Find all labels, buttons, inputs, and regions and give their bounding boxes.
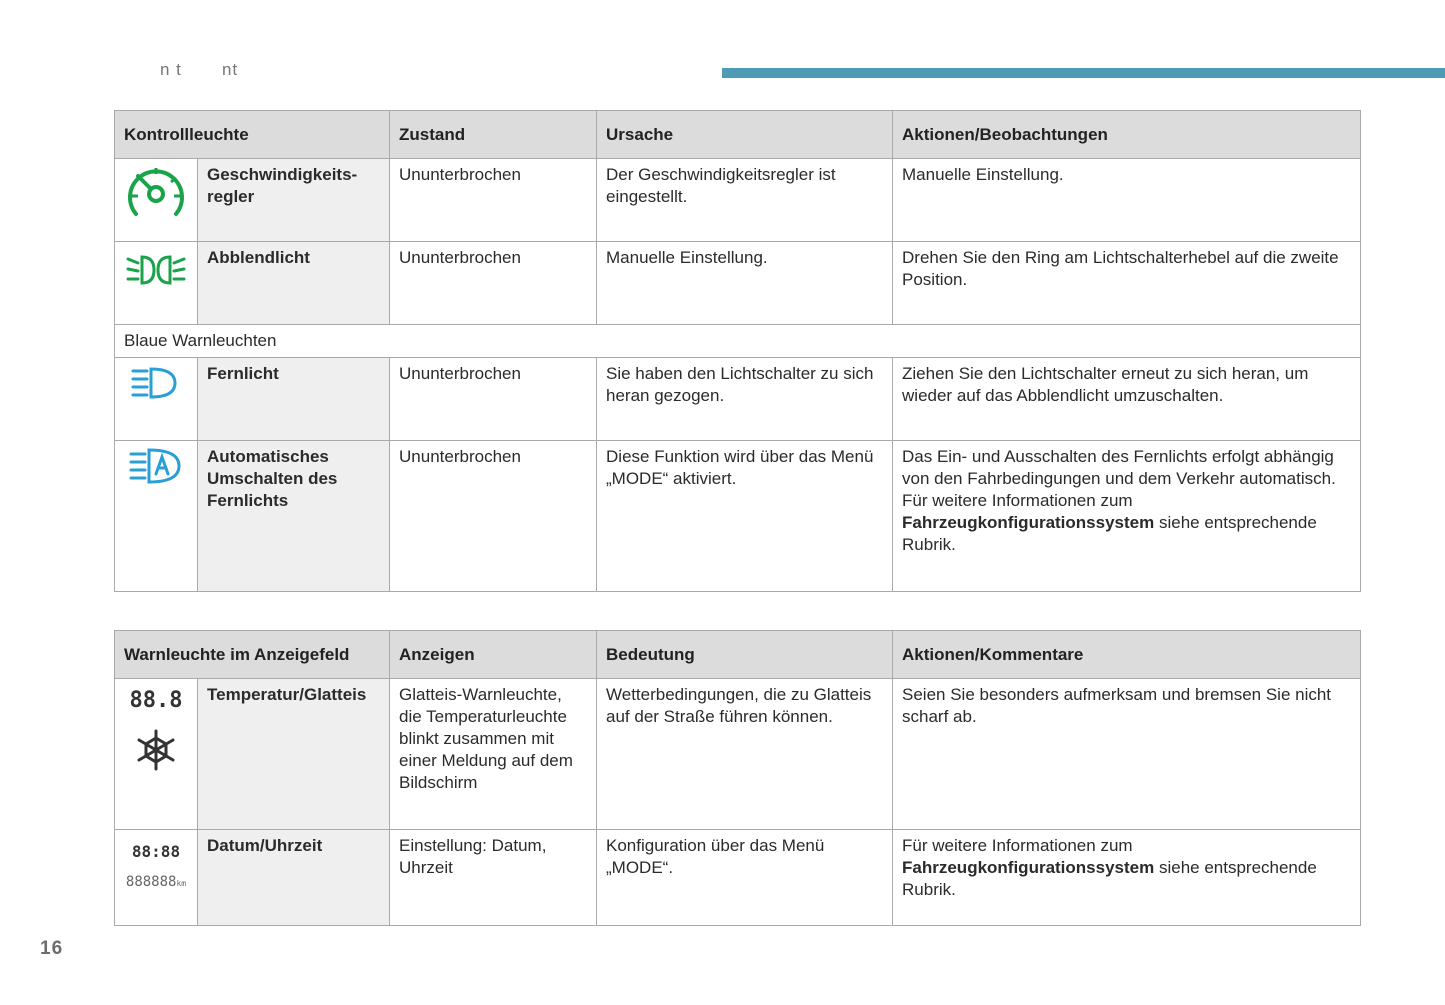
icon-cell [115, 159, 198, 242]
action-cell: Ziehen Sie den Lichtschalter erneut zu sich heran, um wieder auf das Abblendlicht umzuschalten. [893, 358, 1361, 441]
config-system-term: Fahrzeugkonfigurationssystem [902, 858, 1155, 877]
table-row [115, 159, 1361, 242]
action-cell: Seien Sie besonders aufmerksam und bremsen Sie nicht scharf ab. [893, 679, 1361, 830]
clock-display-icon: 88:88 [131, 842, 181, 861]
auto-high-beam-icon [129, 446, 183, 486]
col-header-ursache: Ursache [597, 111, 893, 159]
display-cell: Einstellung: Datum, Uhrzeit [390, 830, 597, 926]
snowflake-icon [134, 728, 178, 772]
icon-cell [115, 830, 198, 926]
config-system-term: Fahrzeugkonfigurationssystem [902, 513, 1155, 532]
col-header-aktionen: Aktionen/Beobachtungen [893, 111, 1361, 159]
col-header-zustand: Zustand [390, 111, 597, 159]
display-warnings-table [114, 630, 1361, 926]
running-header: n t nt [160, 60, 239, 79]
indicator-name: Automatisches Umschalten des Fernlichts [198, 441, 390, 592]
temperature-display-icon: 88.8 [129, 688, 183, 713]
table-row [115, 358, 1361, 441]
state-cell: Ununterbrochen [390, 358, 597, 441]
low-beam-icon [124, 247, 188, 293]
cause-cell: Sie haben den Lichtschalter zu sich heran gezogen. [597, 358, 893, 441]
col-header-anzeigen: Anzeigen [390, 631, 597, 679]
col-header-aktionen: Aktionen/Kommentare [893, 631, 1361, 679]
section-row [115, 325, 1361, 358]
state-cell: Ununterbrochen [390, 242, 597, 325]
state-cell: Ununterbrochen [390, 159, 597, 242]
action-cell: Für weitere Informationen zum Fahrzeugkonfigurationssystem siehe entsprechende Rubrik. [893, 830, 1361, 926]
icon-cell [115, 242, 198, 325]
table-row [115, 679, 1361, 830]
header-accent-bar [722, 68, 1445, 78]
odometer-display-icon: 888888km [125, 874, 187, 890]
col-header-bedeutung: Bedeutung [597, 631, 893, 679]
action-cell: Manuelle Einstellung. [893, 159, 1361, 242]
indicator-name: Abblendlicht [198, 242, 390, 325]
cause-cell: Der Geschwindigkeitsregler ist eingestellt. [597, 159, 893, 242]
icon-cell [115, 679, 198, 830]
col-header-kontrollleuchte: Kontrollleuchte [115, 111, 390, 159]
page-number: 16 [40, 938, 64, 959]
section-label: Blaue Warnleuchten [115, 325, 1361, 358]
meaning-cell: Wetterbedingungen, die zu Glatteis auf der Straße führen können. [597, 679, 893, 830]
meaning-cell: Konfiguration über das Menü „MODE“. [597, 830, 893, 926]
cause-cell: Manuelle Einstellung. [597, 242, 893, 325]
indicator-name: Temperatur/Glatteis [198, 679, 390, 830]
table-header-row [115, 631, 1361, 679]
icon-cell [115, 358, 198, 441]
action-cell: Das Ein- und Ausschalten des Fernlichts erfolgt abhängig von den Fahrbedingungen und dem Verkehr automatisch. Für weitere Informationen zum Fahrzeugkonfigurationssystem siehe entsprechende Rubrik. [893, 441, 1361, 592]
cruise-control-icon [124, 164, 188, 224]
indicator-name: Fernlicht [198, 358, 390, 441]
table-row [115, 441, 1361, 592]
table-row [115, 830, 1361, 926]
table-row [115, 242, 1361, 325]
warning-lights-table [114, 110, 1361, 592]
cause-cell: Diese Funktion wird über das Menü „MODE“ aktiviert. [597, 441, 893, 592]
icon-cell [115, 441, 198, 592]
display-cell: Glatteis-Warnleuchte, die Temperaturleuchte blinkt zusammen mit einer Meldung auf dem Bildschirm [390, 679, 597, 830]
table-header-row [115, 111, 1361, 159]
indicator-name: Datum/Uhrzeit [198, 830, 390, 926]
high-beam-icon [129, 363, 183, 403]
action-cell: Drehen Sie den Ring am Lichtschalterhebel auf die zweite Position. [893, 242, 1361, 325]
col-header-warnleuchte: Warnleuchte im Anzeigefeld [115, 631, 390, 679]
indicator-name: Geschwindigkeits- regler [198, 159, 390, 242]
state-cell: Ununterbrochen [390, 441, 597, 592]
